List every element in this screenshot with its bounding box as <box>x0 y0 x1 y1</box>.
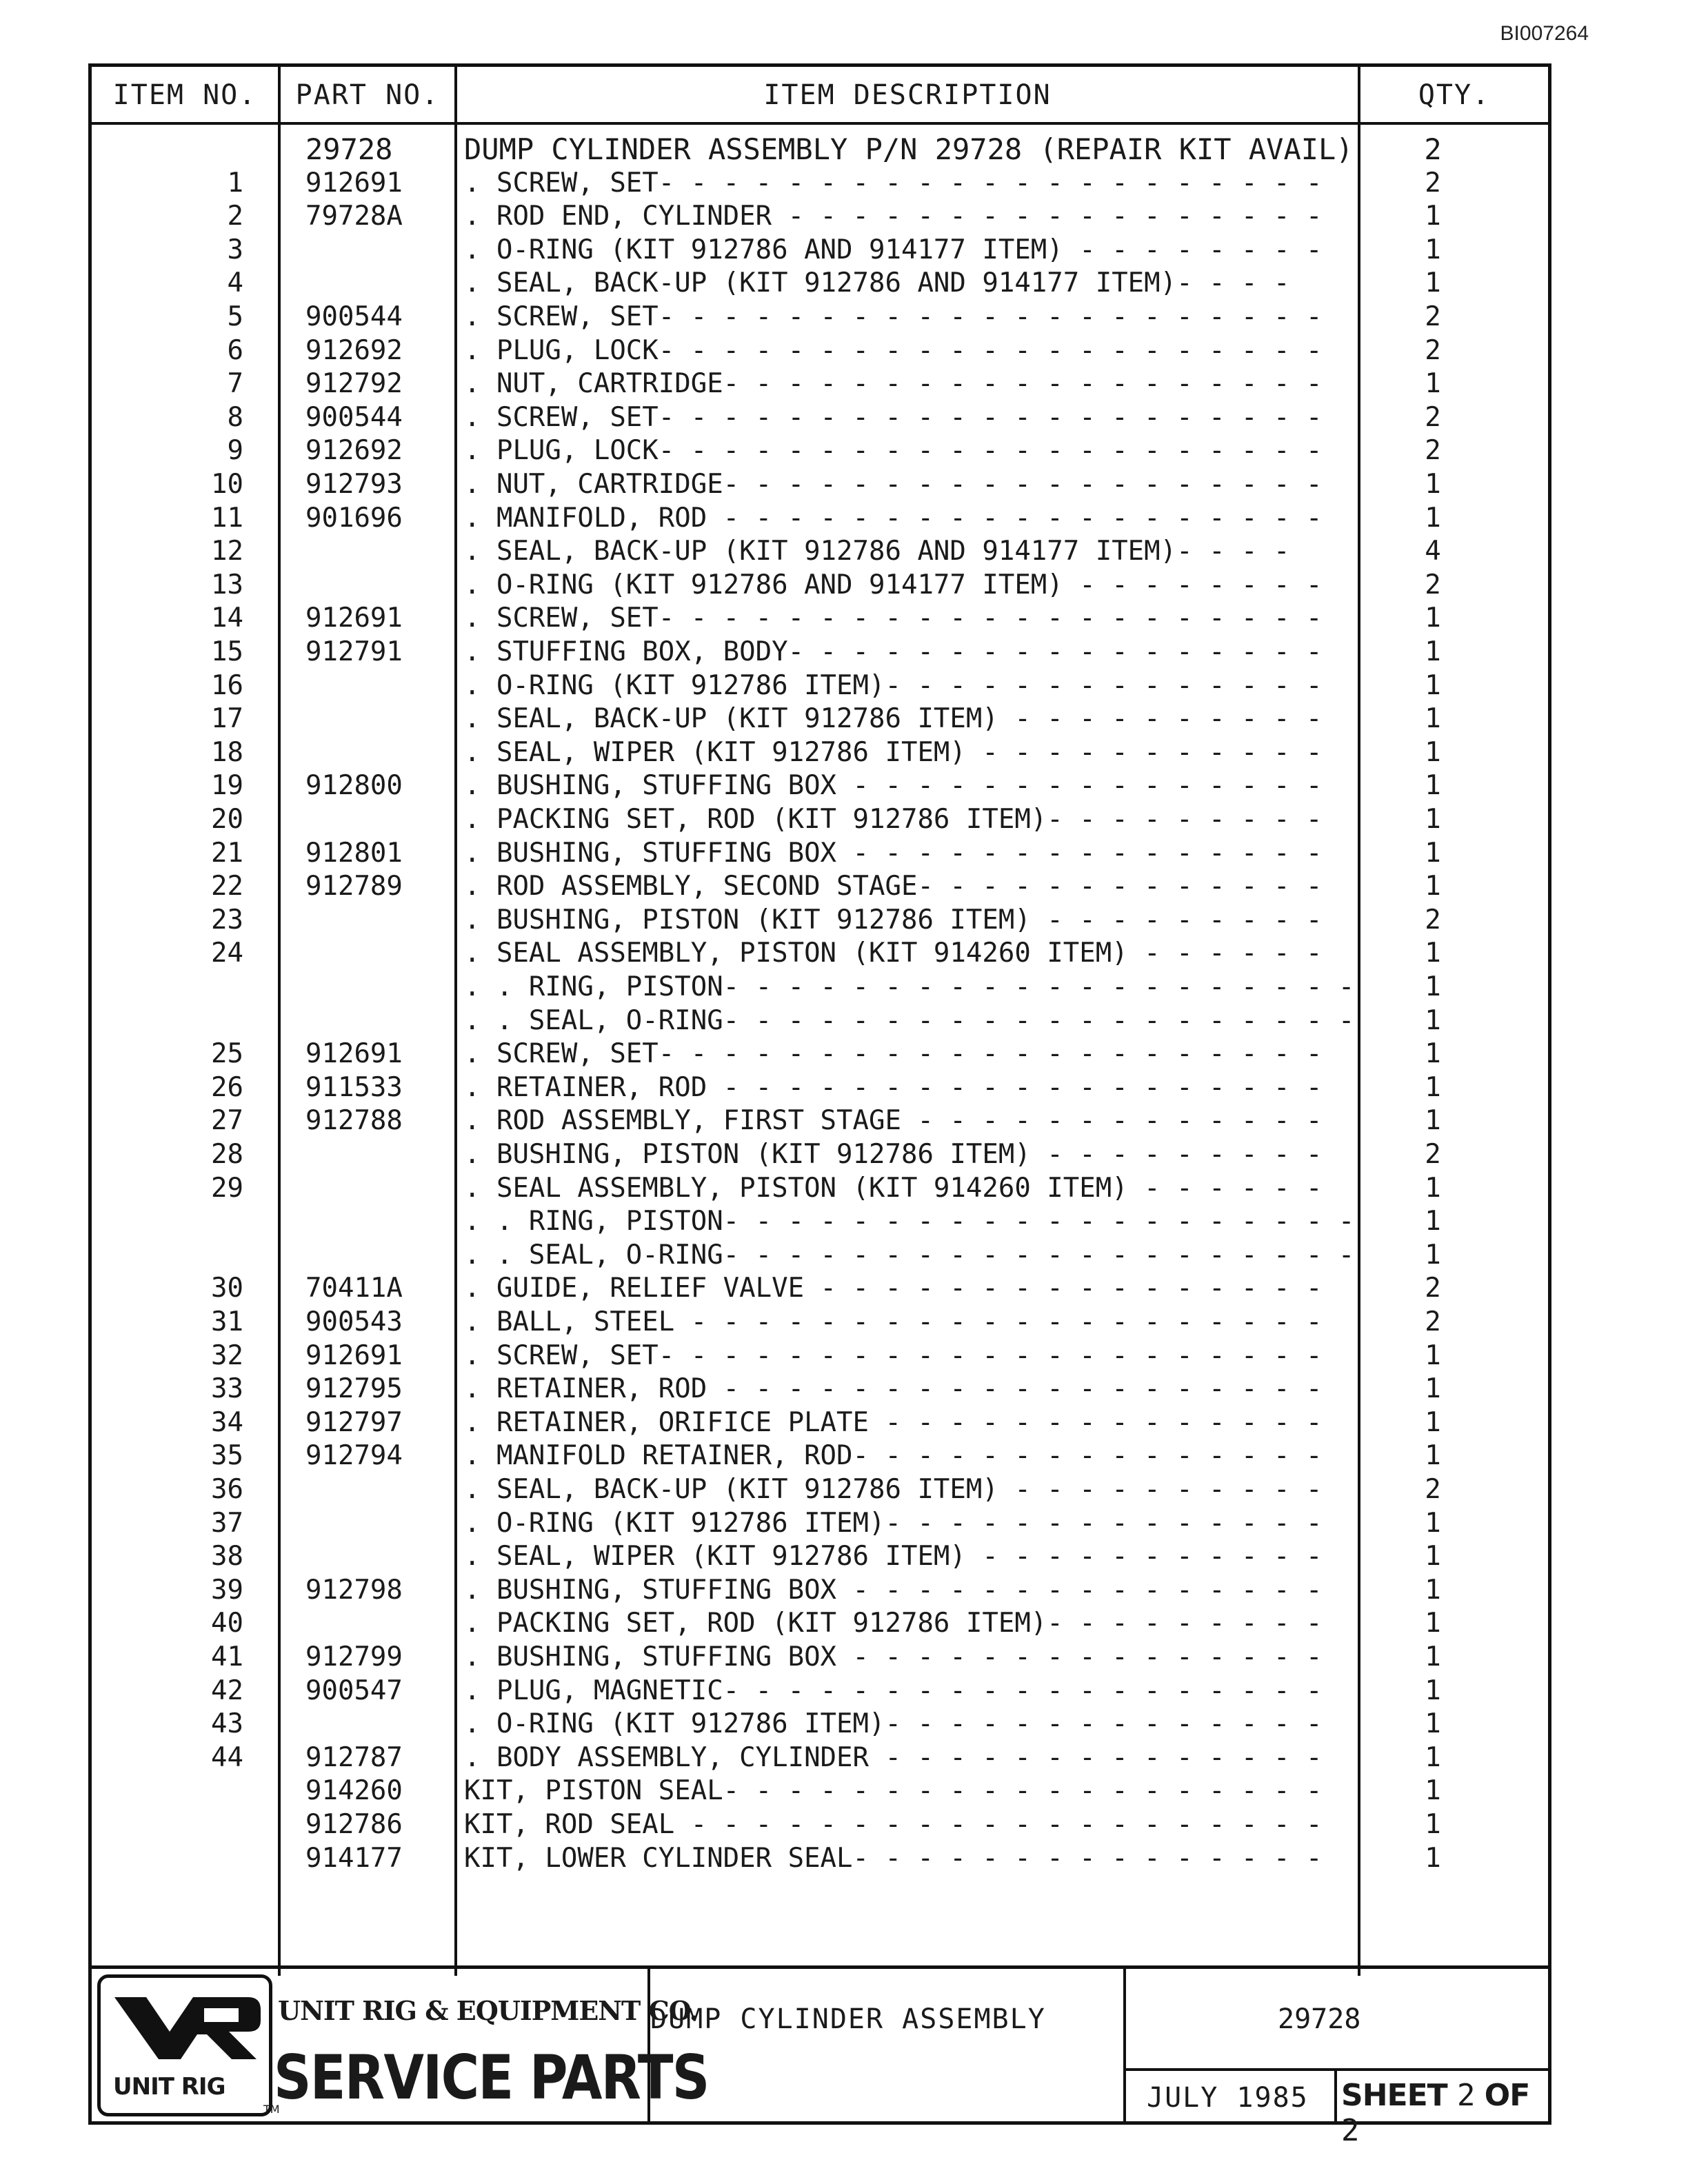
item-description: . SEAL, BACK-UP (KIT 912786 ITEM) - - - - - - - - - - <box>464 703 1323 735</box>
table-row <box>92 234 1548 267</box>
item-description: . PLUG, MAGNETIC- - - - - - - - - - - - - - - - - - - <box>464 1675 1323 1706</box>
quantity: 1 <box>1425 267 1441 299</box>
quantity: 1 <box>1425 1541 1441 1573</box>
part-number: 912792 <box>305 368 403 400</box>
part-number: 912794 <box>305 1440 403 1472</box>
quantity: 1 <box>1425 603 1441 634</box>
part-number: 914177 <box>305 1842 403 1874</box>
item-number: 38 <box>211 1541 243 1573</box>
item-description: . SEAL ASSEMBLY, PISTON (KIT 914260 ITEM) - - - - - - <box>464 1172 1323 1204</box>
quantity: 1 <box>1425 1608 1441 1639</box>
table-row <box>92 301 1548 334</box>
table-row <box>92 1272 1548 1305</box>
quantity: 4 <box>1425 536 1441 567</box>
part-number: 912800 <box>305 770 403 802</box>
table-header <box>92 67 1548 125</box>
table-row <box>92 434 1548 467</box>
part-number: 900547 <box>305 1675 403 1706</box>
table-row <box>92 1004 1548 1038</box>
table-row <box>92 334 1548 367</box>
item-description: DUMP CYLINDER ASSEMBLY P/N 29728 (REPAIR KIT AVAIL) <box>464 133 1354 166</box>
part-number: 912797 <box>305 1406 403 1438</box>
item-description: KIT, PISTON SEAL- - - - - - - - - - - - - - - - - - - <box>464 1775 1323 1807</box>
table-row <box>92 1808 1548 1841</box>
quantity: 1 <box>1425 1239 1441 1271</box>
quantity: 1 <box>1425 201 1441 232</box>
item-number: 27 <box>211 1105 243 1137</box>
part-number: 912691 <box>305 1038 403 1070</box>
quantity: 1 <box>1425 234 1441 265</box>
item-number: 35 <box>211 1440 243 1472</box>
table-row <box>92 1306 1548 1339</box>
table-row <box>92 1540 1548 1573</box>
quantity: 1 <box>1425 1842 1441 1874</box>
quantity: 1 <box>1425 770 1441 802</box>
item-description: . BUSHING, STUFFING BOX - - - - - - - - - - - - - - - <box>464 837 1323 869</box>
item-number: 26 <box>211 1071 243 1103</box>
item-description: . SEAL, WIPER (KIT 912786 ITEM) - - - - - - - - - - - <box>464 1541 1323 1573</box>
item-description: . MANIFOLD RETAINER, ROD- - - - - - - - - - - - - - - <box>464 1440 1323 1472</box>
part-number: 912692 <box>305 435 403 467</box>
part-number: 900544 <box>305 301 403 332</box>
quantity: 1 <box>1425 1206 1441 1237</box>
item-description: . SEAL, WIPER (KIT 912786 ITEM) - - - - - - - - - - - <box>464 736 1323 768</box>
item-number: 28 <box>211 1139 243 1170</box>
item-number: 33 <box>211 1373 243 1405</box>
table-row <box>92 1842 1548 1875</box>
item-number: 11 <box>211 502 243 534</box>
table-row <box>92 167 1548 200</box>
table-row <box>92 1138 1548 1171</box>
assembly-description: DUMP CYLINDER ASSEMBLY <box>650 2003 1046 2035</box>
item-description: . O-RING (KIT 912786 AND 914177 ITEM) - - - - - - - - <box>464 234 1323 265</box>
header-qty: QTY. <box>1418 79 1491 111</box>
item-number: 4 <box>227 267 243 299</box>
header-item-description: ITEM DESCRIPTION <box>763 79 1052 111</box>
quantity: 1 <box>1425 669 1441 701</box>
issue-date: JULY 1985 <box>1147 2082 1309 2114</box>
item-number: 39 <box>211 1574 243 1606</box>
table-row <box>92 602 1548 635</box>
item-description: . SCREW, SET- - - - - - - - - - - - - - - - - - - - - <box>464 603 1323 634</box>
table-row <box>92 133 1548 166</box>
table-row <box>92 1741 1548 1775</box>
item-number: 34 <box>211 1406 243 1438</box>
quantity: 1 <box>1425 938 1441 969</box>
quantity: 1 <box>1425 703 1441 735</box>
item-number: 44 <box>211 1741 243 1773</box>
unit-rig-logo <box>97 1974 280 2116</box>
service-parts-title: SERVICE PARTS <box>274 2042 709 2113</box>
item-number: 5 <box>227 301 243 332</box>
part-number: 912801 <box>305 837 403 869</box>
table-row <box>92 1675 1548 1708</box>
sheet-number <box>1341 2078 1548 2148</box>
item-description: . PACKING SET, ROD (KIT 912786 ITEM)- - - - - - - - - <box>464 1608 1323 1639</box>
item-number: 8 <box>227 401 243 433</box>
quantity: 2 <box>1425 401 1441 433</box>
table-row <box>92 1172 1548 1205</box>
item-description: . RETAINER, ROD - - - - - - - - - - - - - - - - - - - <box>464 1071 1323 1103</box>
item-number: 24 <box>211 938 243 969</box>
quantity: 1 <box>1425 469 1441 500</box>
table-row <box>92 502 1548 535</box>
item-description: . O-RING (KIT 912786 ITEM)- - - - - - - - - - - - - - <box>464 1708 1323 1740</box>
sheet-no: 2 <box>1456 2078 1475 2113</box>
item-description: . SCREW, SET- - - - - - - - - - - - - - - - - - - - - <box>464 401 1323 433</box>
company-name: UNIT RIG & EQUIPMENT CO. <box>278 1995 698 2026</box>
item-number: 40 <box>211 1608 243 1639</box>
item-number: 42 <box>211 1675 243 1706</box>
item-description: . SEAL, BACK-UP (KIT 912786 AND 914177 ITEM)- - - - <box>464 536 1290 567</box>
item-description: . RETAINER, ORIFICE PLATE - - - - - - - - - - - - - - <box>464 1406 1323 1438</box>
part-number: 912787 <box>305 1741 403 1773</box>
item-number: 31 <box>211 1306 243 1337</box>
quantity: 1 <box>1425 1574 1441 1606</box>
item-description: . O-RING (KIT 912786 AND 914177 ITEM) - - - - - - - - <box>464 569 1323 600</box>
table-row <box>92 769 1548 802</box>
item-description: . SCREW, SET- - - - - - - - - - - - - - - - - - - - - <box>464 1339 1323 1371</box>
table-row <box>92 1507 1548 1540</box>
quantity: 2 <box>1425 167 1441 199</box>
item-description: . . SEAL, O-RING- - - - - - - - - - - - - - - - - - - - <box>464 1004 1355 1036</box>
table-row <box>92 1373 1548 1406</box>
table-row <box>92 1071 1548 1104</box>
item-number: 43 <box>211 1708 243 1740</box>
quantity: 1 <box>1425 1373 1441 1405</box>
quantity: 1 <box>1425 636 1441 667</box>
table-row <box>92 1205 1548 1238</box>
item-description: . BUSHING, STUFFING BOX - - - - - - - - - - - - - - - <box>464 1641 1323 1672</box>
item-number: 41 <box>211 1641 243 1672</box>
table-row <box>92 803 1548 836</box>
item-description: . SCREW, SET- - - - - - - - - - - - - - - - - - - - - <box>464 301 1323 332</box>
item-number: 20 <box>211 804 243 835</box>
trademark-mark: TM <box>263 2103 280 2116</box>
table-row <box>92 669 1548 702</box>
item-number: 10 <box>211 469 243 500</box>
item-description: . BUSHING, STUFFING BOX - - - - - - - - - - - - - - - <box>464 770 1323 802</box>
item-number: 29 <box>211 1172 243 1204</box>
table-row <box>92 267 1548 300</box>
quantity: 1 <box>1425 736 1441 768</box>
table-row <box>92 870 1548 903</box>
item-number: 23 <box>211 904 243 936</box>
item-number: 7 <box>227 368 243 400</box>
table-row <box>92 971 1548 1004</box>
quantity: 1 <box>1425 1406 1441 1438</box>
item-description: . O-RING (KIT 912786 ITEM)- - - - - - - - - - - - - - <box>464 669 1323 701</box>
item-number: 30 <box>211 1273 243 1304</box>
item-description: . SEAL, BACK-UP (KIT 912786 AND 914177 ITEM)- - - - <box>464 267 1290 299</box>
quantity: 1 <box>1425 1339 1441 1371</box>
part-number: 912788 <box>305 1105 403 1137</box>
item-description: . BUSHING, PISTON (KIT 912786 ITEM) - - - - - - - - - <box>464 904 1323 936</box>
quantity: 1 <box>1425 804 1441 835</box>
item-description: . . RING, PISTON- - - - - - - - - - - - - - - - - - - - <box>464 1206 1355 1237</box>
quantity: 1 <box>1425 1038 1441 1070</box>
sheet-label: SHEET <box>1341 2078 1447 2113</box>
item-number: 2 <box>227 201 243 232</box>
part-number: 912795 <box>305 1373 403 1405</box>
quantity: 1 <box>1425 1440 1441 1472</box>
quantity: 2 <box>1424 132 1442 166</box>
item-number: 37 <box>211 1507 243 1539</box>
quantity: 1 <box>1425 1675 1441 1706</box>
title-block <box>92 1965 1548 2148</box>
quantity: 1 <box>1425 1004 1441 1036</box>
quantity: 2 <box>1425 301 1441 332</box>
assembly-part-number: 29728 <box>1278 2003 1361 2035</box>
table-row <box>92 937 1548 970</box>
part-number: 70411A <box>305 1273 403 1304</box>
item-description: . PLUG, LOCK- - - - - - - - - - - - - - - - - - - - - <box>464 435 1323 467</box>
item-number: 3 <box>227 234 243 265</box>
quantity: 1 <box>1425 1507 1441 1539</box>
part-number: 912691 <box>305 1339 403 1371</box>
item-description: . BALL, STEEL - - - - - - - - - - - - - - - - - - - - <box>464 1306 1323 1337</box>
table-row <box>92 367 1548 401</box>
document-id: BI007264 <box>1500 22 1589 45</box>
quantity: 1 <box>1425 1172 1441 1204</box>
item-number: 19 <box>211 770 243 802</box>
table-row <box>92 1104 1548 1138</box>
part-number: 912786 <box>305 1809 403 1840</box>
item-description: . ROD ASSEMBLY, SECOND STAGE- - - - - - - - - - - - - <box>464 871 1323 902</box>
part-number: 912791 <box>305 636 403 667</box>
table-row <box>92 1038 1548 1071</box>
item-number: 9 <box>227 435 243 467</box>
item-description: . PACKING SET, ROD (KIT 912786 ITEM)- - - - - - - - - <box>464 804 1323 835</box>
table-row <box>92 736 1548 769</box>
part-number: 79728A <box>305 201 403 232</box>
quantity: 1 <box>1425 502 1441 534</box>
parts-list-table <box>88 63 1551 2148</box>
item-description: . MANIFOLD, ROD - - - - - - - - - - - - - - - - - - - <box>464 502 1323 534</box>
quantity: 1 <box>1425 871 1441 902</box>
table-row <box>92 1775 1548 1808</box>
quantity: 2 <box>1425 904 1441 936</box>
item-description: . ROD END, CYLINDER - - - - - - - - - - - - - - - - - <box>464 201 1323 232</box>
part-number: 900544 <box>305 401 403 433</box>
item-description: . RETAINER, ROD - - - - - - - - - - - - - - - - - - - <box>464 1373 1323 1405</box>
item-number: 16 <box>211 669 243 701</box>
item-description: . . RING, PISTON- - - - - - - - - - - - - - - - - - - - <box>464 971 1355 1002</box>
item-description: . BUSHING, STUFFING BOX - - - - - - - - - - - - - - - <box>464 1574 1323 1606</box>
title-block-divider <box>1123 1969 1126 2121</box>
item-description: . NUT, CARTRIDGE- - - - - - - - - - - - - - - - - - - <box>464 368 1323 400</box>
item-number: 14 <box>211 603 243 634</box>
item-description: KIT, ROD SEAL - - - - - - - - - - - - - - - - - - - - <box>464 1809 1323 1840</box>
sheet-total: 2 <box>1341 2113 1359 2148</box>
item-number: 32 <box>211 1339 243 1371</box>
table-row <box>92 200 1548 233</box>
header-part-no: PART NO. <box>295 79 440 111</box>
item-number: 15 <box>211 636 243 667</box>
quantity: 2 <box>1425 435 1441 467</box>
item-number: 25 <box>211 1038 243 1070</box>
part-number: 912799 <box>305 1641 403 1672</box>
item-number: 18 <box>211 736 243 768</box>
item-description: . SCREW, SET- - - - - - - - - - - - - - - - - - - - - <box>464 1038 1323 1070</box>
table-row <box>92 1439 1548 1473</box>
item-description: . ROD ASSEMBLY, FIRST STAGE - - - - - - - - - - - - - <box>464 1105 1323 1137</box>
table-row <box>92 569 1548 602</box>
part-number: 912691 <box>305 167 403 199</box>
part-number: 911533 <box>305 1071 403 1103</box>
part-number: 912793 <box>305 469 403 500</box>
quantity: 2 <box>1425 1474 1441 1505</box>
table-row <box>92 1641 1548 1674</box>
table-row <box>92 702 1548 736</box>
title-block-divider <box>1123 2068 1551 2071</box>
part-number: 914260 <box>305 1775 403 1807</box>
item-description: . SEAL, BACK-UP (KIT 912786 ITEM) - - - - - - - - - - <box>464 1474 1323 1505</box>
item-description: . PLUG, LOCK- - - - - - - - - - - - - - - - - - - - - <box>464 334 1323 366</box>
item-description: . BUSHING, PISTON (KIT 912786 ITEM) - - - - - - - - - <box>464 1139 1323 1170</box>
item-description: . NUT, CARTRIDGE- - - - - - - - - - - - - - - - - - - <box>464 469 1323 500</box>
part-number: 912789 <box>305 871 403 902</box>
item-number: 22 <box>211 871 243 902</box>
of-label: OF <box>1484 2078 1530 2113</box>
item-number: 12 <box>211 536 243 567</box>
quantity: 1 <box>1425 971 1441 1002</box>
title-block-divider <box>1334 2068 1337 2121</box>
item-description: . STUFFING BOX, BODY- - - - - - - - - - - - - - - - - <box>464 636 1323 667</box>
table-row <box>92 837 1548 870</box>
table-row <box>92 1708 1548 1741</box>
table-row <box>92 535 1548 568</box>
quantity: 2 <box>1425 334 1441 366</box>
item-description: . BODY ASSEMBLY, CYLINDER - - - - - - - - - - - - - - <box>464 1741 1323 1773</box>
part-number: 901696 <box>305 502 403 534</box>
part-number: 900543 <box>305 1306 403 1337</box>
quantity: 1 <box>1425 1105 1441 1137</box>
logo-text: UNIT RIG <box>113 2073 225 2101</box>
quantity: 1 <box>1425 1809 1441 1840</box>
quantity: 1 <box>1425 1775 1441 1807</box>
quantity: 2 <box>1425 569 1441 600</box>
item-description: . SEAL ASSEMBLY, PISTON (KIT 914260 ITEM) - - - - - - <box>464 938 1323 969</box>
item-description: KIT, LOWER CYLINDER SEAL- - - - - - - - - - - - - - - <box>464 1842 1323 1874</box>
item-description: . O-RING (KIT 912786 ITEM)- - - - - - - - - - - - - - <box>464 1507 1323 1539</box>
item-number: 6 <box>227 334 243 366</box>
item-description: . . SEAL, O-RING- - - - - - - - - - - - - - - - - - - - <box>464 1239 1355 1271</box>
part-number: 912691 <box>305 603 403 634</box>
part-number: 912798 <box>305 1574 403 1606</box>
item-number: 1 <box>227 167 243 199</box>
table-row <box>92 468 1548 501</box>
item-number: 13 <box>211 569 243 600</box>
table-row <box>92 1574 1548 1607</box>
table-row <box>92 401 1548 434</box>
quantity: 2 <box>1425 1273 1441 1304</box>
item-description: . GUIDE, RELIEF VALVE - - - - - - - - - - - - - - - - <box>464 1273 1323 1304</box>
table-row <box>92 1406 1548 1439</box>
header-item-no: ITEM NO. <box>112 79 257 111</box>
logo-mark-icon <box>101 1982 269 2079</box>
quantity: 2 <box>1425 1306 1441 1337</box>
quantity: 1 <box>1425 837 1441 869</box>
quantity: 1 <box>1425 1071 1441 1103</box>
item-number: 17 <box>211 703 243 735</box>
quantity: 1 <box>1425 1641 1441 1672</box>
table-row <box>92 1607 1548 1640</box>
table-row <box>92 1473 1548 1506</box>
table-row <box>92 636 1548 669</box>
quantity: 1 <box>1425 1708 1441 1740</box>
quantity: 1 <box>1425 1741 1441 1773</box>
table-row <box>92 1239 1548 1272</box>
quantity: 2 <box>1425 1139 1441 1170</box>
table-row <box>92 1339 1548 1373</box>
part-number: 29728 <box>305 132 393 166</box>
item-description: . SCREW, SET- - - - - - - - - - - - - - - - - - - - - <box>464 167 1323 199</box>
part-number: 912692 <box>305 334 403 366</box>
table-row <box>92 904 1548 937</box>
item-number: 21 <box>211 837 243 869</box>
quantity: 1 <box>1425 368 1441 400</box>
item-number: 36 <box>211 1474 243 1505</box>
